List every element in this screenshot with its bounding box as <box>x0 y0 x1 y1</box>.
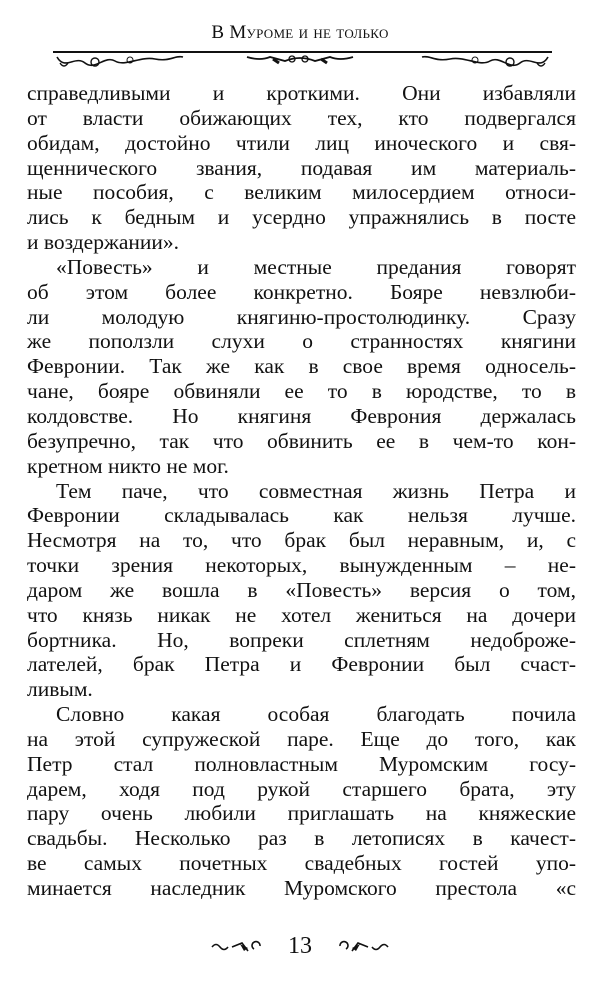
text-line: Несмотря на то, что брак был неравным, и, с <box>27 528 576 553</box>
text-line: «Повесть» и местные предания говорят <box>56 254 576 279</box>
text-line: что князь никак не хотел жениться на дочери <box>27 602 576 627</box>
text-line: колдовстве. Но княгиня Феврония держалась <box>27 403 576 428</box>
text-line: дарем, ходя под рукой старшего брата, эту <box>27 776 576 801</box>
text-line: даром же вошла в «Повесть» версия о том, <box>27 577 576 602</box>
text-line: об этом более конкретно. Бояре невзлюби- <box>27 279 576 304</box>
text-line: ливым. <box>27 677 93 702</box>
text-line: же поползли слухи о странностях княгини <box>27 329 576 354</box>
text-line: щеннического звания, подавая им материаль- <box>27 155 576 180</box>
ornament-right-icon <box>420 53 550 73</box>
text-line: Словно какая особая благодать почила <box>56 702 576 727</box>
text-line: Февронии складывалась как нельзя лучше. <box>27 503 576 528</box>
text-line: минается наследник Муромского престола «с <box>27 876 576 900</box>
text-line: лателей, брак Петра и Февронии был счаст- <box>27 652 576 677</box>
text-line: пару очень любили приглашать на княжеские <box>27 801 576 826</box>
page-body-text <box>27 81 576 901</box>
running-header <box>0 22 600 44</box>
text-line: лись к бедным и усердно упражнялись в посте <box>27 205 576 230</box>
ornament-center-icon <box>245 53 355 69</box>
text-line: кретном никто не мог. <box>27 453 229 478</box>
text-line: Тем паче, что совместная жизнь Петра и <box>56 478 576 503</box>
text-line: обидам, достойно чтили лиц иноческого и свя- <box>27 130 576 155</box>
text-line: справедливыми и кроткими. Они избавляли <box>27 81 576 105</box>
text-line: точки зрения некоторых, вынужденным – не- <box>27 553 576 578</box>
text-line: ные пособия, с великим милосердием относи- <box>27 180 576 205</box>
text-line: от власти обижающих тех, кто подвергался <box>27 105 576 130</box>
text-line: на этой супружеской паре. Еще до того, как <box>27 726 576 751</box>
text-line: чане, бояре обвиняли ее то в юродстве, то в <box>27 379 576 404</box>
header-title: В Муроме и не только <box>211 22 389 43</box>
page-number: 13 <box>288 933 312 959</box>
text-line: ли молодую княгиню-простолюдинку. Сразу <box>27 304 576 329</box>
text-line: и воздержании». <box>27 230 180 255</box>
footer-ornament-left-icon <box>210 939 270 955</box>
text-line: безупречно, так что обвинить ее в чем-то кон- <box>27 428 576 453</box>
ornament-left-icon <box>55 53 185 73</box>
text-line: свадьбы. Несколько раз в летописях в качест- <box>27 826 576 851</box>
text-line: Февронии. Так же как в свое время односель- <box>27 354 576 379</box>
page-footer <box>0 933 600 960</box>
text-line: бортника. Но, вопреки сплетням недоброже- <box>27 627 576 652</box>
text-line: ве самых почетных свадебных гостей упо- <box>27 851 576 876</box>
text-line: Петр стал полновластным Муромским госу- <box>27 751 576 776</box>
footer-ornament-right-icon <box>330 939 390 955</box>
